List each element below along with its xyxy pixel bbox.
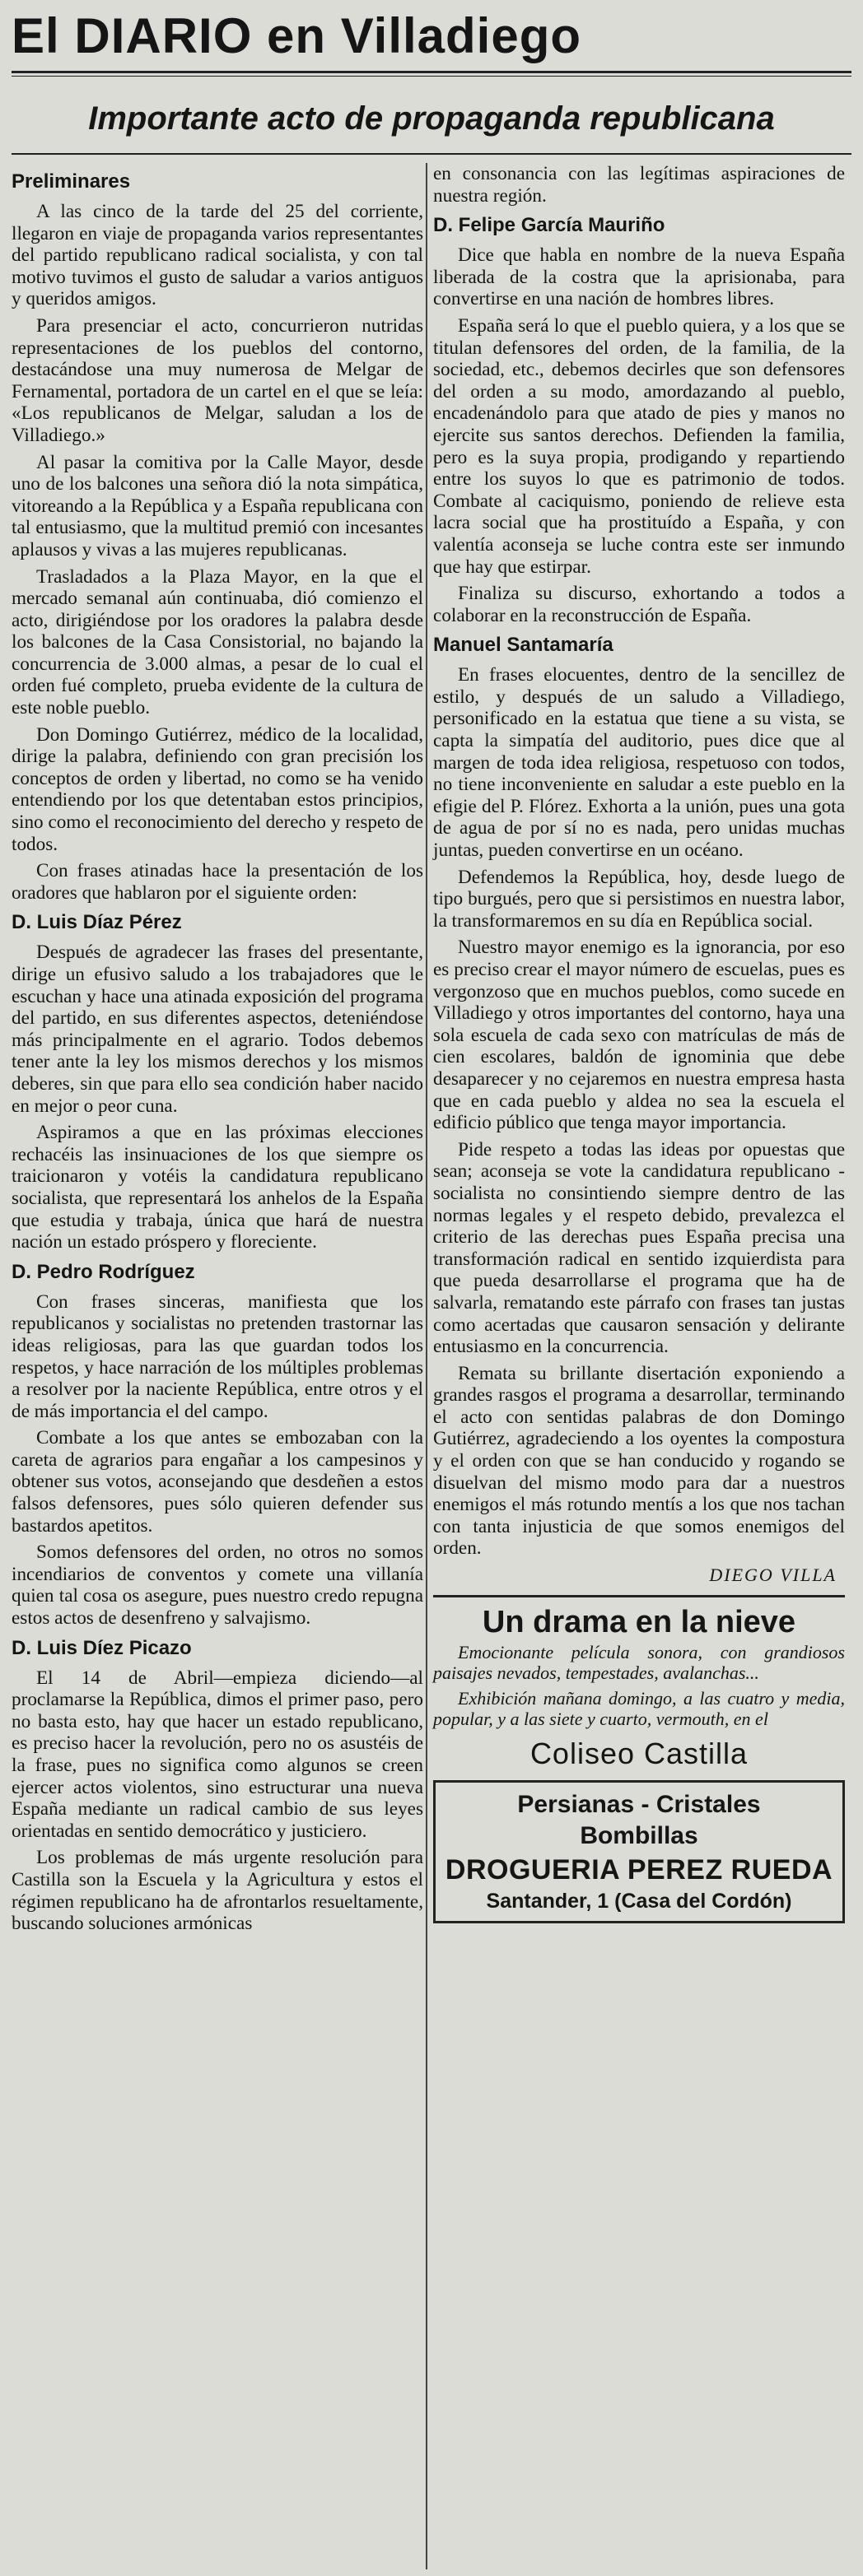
article-paragraph: Nuestro mayor enemigo es la ignorancia, por eso es preciso crear el mayor número de escuelas, pues es vergonzoso que en muchos pueblos, como sucede en Villadiego y otros importantes del contorno, haya una sola escuela de cada sexo con matrículas de más de cien escolares, baldón de ignominia que debe desaparecer y no cejaremos en nuestra empresa hasta que en cada pueblo y aldea no sea la escuela el edificio público que tenga mayor importancia. <box>433 937 845 1134</box>
article-paragraph: Finaliza su discurso, exhortando a todos a colaborar en la reconstrucción de España. <box>433 583 845 626</box>
column-divider <box>426 163 427 2569</box>
article-paragraph: España será lo que el pueblo quiera, y a los que se titulan defensores del orden, de la familia, de la sociedad, etc., debemos decirles que son defensores del orden a su modo, amordazando al pueblo, encadenándolo para que atado de pies y manos no ejercite sus santos derechos. Defienden la familia, pero es la suya propia, prodigando y repartiendo entre los suyos lo que es patrimonio de todos. Combate al caciquismo, poniendo de relieve esta lacra social que ha prostituído a España, y con valentía aconseja se luche contra este ser inmundo que hay que estirpar. <box>433 314 845 578</box>
masthead: El DIARIO en Villadiego <box>12 8 582 63</box>
speaker-heading: D. Felipe García Mauriño <box>433 214 665 237</box>
right-column-article <box>433 163 845 1587</box>
cinema-ad-text-2: Exhibición mañana domingo, a las cuatro y media, popular, y a las siete y cuarto, vermouth, en el <box>433 1687 845 1729</box>
speaker-heading: D. Pedro Rodríguez <box>12 1260 195 1283</box>
article-paragraph: En frases elocuentes, dentro de la sencillez de estilo, y después de un saludo a Villadiego, personificado en la estatua que tiene a su vista, se capta la simpatía del auditorio, pues dice que al margen de toda idea religiosa, respetuoso con todos, no tiene inconveniente en saludar a este pueblo en la efigie del P. Flórez. Exhorta a la unión, pues una gota de agua de por sí no es nada, pero unidas muchas juntas, pueden convertirse en un océano. <box>433 664 845 862</box>
cinema-ad-venue: Coliseo Castilla <box>529 1736 749 1770</box>
article-paragraph: Combate a los que antes se embozaban con la careta de agrarios para engañar a los campesinos y obtener sus votos, aconsejando que desdeñen a estos falsos defensores, pues sólo quieren defender sus bastardos apetitos. <box>12 1427 423 1537</box>
article-paragraph: Defendemos la República, hoy, desde luego de tipo burgués, pero que si persistimos en nuestra labor, la transformaremos en su día en República social. <box>433 866 845 932</box>
shop-ad-line-1: Persianas - Cristales <box>517 1790 761 1818</box>
masthead-rule <box>12 71 851 73</box>
article-paragraph: Los problemas de más urgente resolución para Castilla son la Escuela y la Agricultura y estos el régimen republicano ha de afrontarlos resueltamente, buscando soluciones armónicas <box>12 1847 423 1935</box>
speaker-heading: D. Luis Díez Picazo <box>12 1636 192 1659</box>
author-signature: DIEGO VILLA <box>709 1565 837 1586</box>
article-paragraph: Trasladados a la Plaza Mayor, en la que el mercado semanal aún continuaba, dió comienzo el acto, dirigiéndose por los oradores la palabra desde los balcones de la Casa Consistorial, no bajando la concurrencia de 3.000 almas, a pesar de lo cual el orden fué completo, prueba evidente de la cultura de este noble pueblo. <box>12 565 423 719</box>
article-paragraph: Para presenciar el acto, concurrieron nutridas representaciones de los pueblos del contorno, destacándose una muy numerosa de Melgar de Fernamental, portadora de un cartel en el que se leía: «Los republicanos de Melgar, saludan a los de Villadiego.» <box>12 314 423 446</box>
article-paragraph: Somos defensores del orden, no otros no somos incendiarios de conventos y comete una villanía quien tal cosa os asegure, pues nuestro credo repugna estos actos de desenfreno y salvajismo. <box>12 1541 423 1630</box>
shop-ad-line-2: Bombillas <box>580 1821 698 1849</box>
cinema-ad-text-1: Emocionante película sonora, con grandiosos paisajes nevados, tempestades, avalanchas... <box>433 1641 845 1683</box>
left-column <box>12 163 423 1940</box>
article-paragraph: en consonancia con las legítimas aspiraciones de nuestra región. <box>433 163 845 207</box>
speaker-heading: Preliminares <box>12 170 131 193</box>
cinema-advertisement <box>433 1595 845 1774</box>
headline-rule <box>12 153 851 155</box>
article-paragraph: Don Domingo Gutiérrez, médico de la localidad, dirige la palabra, definiendo con gran precisión los conceptos de orden y libertad, no como se ha venido entendiendo por los que detentaban estos principios, sino como el reconocimiento del derecho y respeto de todos. <box>12 723 423 855</box>
masthead-rule-thin <box>12 76 851 77</box>
shop-ad-name: DROGUERIA PEREZ RUEDA <box>445 1853 833 1886</box>
article-paragraph: Con frases sinceras, manifiesta que los republicanos y socialistas no pretenden trastornar las ideas religiosas, para las que guardan todos los respetos, y hace narración de los múltiples problemas a resolver por la naciente República, entre otros y el de más importancia el del campo. <box>12 1290 423 1422</box>
article-paragraph: Dice que habla en nombre de la nueva España liberada de la costra que la aprisionaba, para convertirse en una nación de hombres libres. <box>433 244 845 310</box>
right-column <box>433 163 845 1923</box>
cinema-ad-title: Un drama en la nieve <box>482 1604 796 1639</box>
speaker-heading: Manuel Santamaría <box>433 634 613 657</box>
article-paragraph: Al pasar la comitiva por la Calle Mayor, desde uno de los balcones una señora dió la nota simpática, vitoreando a la República y a España republicana con tal entusiasmo, que la multitud premió con incesantes aplausos y vivas a las mujeres republicanas. <box>12 451 423 560</box>
shop-advertisement <box>433 1780 845 1923</box>
article-paragraph: El 14 de Abril—empieza diciendo—al proclamarse la República, dimos el primer paso, pero no basta esto, hay que hacer un estado republicano, es preciso hacer la revolución, pero no os asustéis de la frase, pues no significa como algunos se creen ejercer actos violentos, sino estructurar una nueva España mediante un radical cambio de sus leyes orientadas en sentido democrático y justiciero. <box>12 1667 423 1842</box>
article-paragraph: Con frases atinadas hace la presentación de los oradores que hablaron por el siguiente orden: <box>12 860 423 904</box>
article-paragraph: Después de agradecer las frases del presentante, dirige un efusivo saludo a los trabajadores que le escuchan y hace una atinada exposición del programa del partido, en sus diferentes aspectos, deteniéndose más principalmente en el agrario. Todos debemos tener ante la ley los mismos derechos y los mismos deberes, sin que para ello sea condición haber nacido en mejor o peor cuna. <box>12 942 423 1117</box>
article-paragraph: Pide respeto a todas las ideas por opuestas que sean; aconseja se vote la candidatura republicano - socialista no consintiendo siempre dentro de las normas legales y el respeto debido, prevalezca el criterio de las derechas pues España precisa una transformación radical en sentido izquierdista para que pueda desarrollarse el programa que ha de salvarla, rematando este párrafo con frases tan justas como acertadas que causaron sensación y delirante entusiasmo en la concurrencia. <box>433 1138 845 1358</box>
article-paragraph: Remata su brillante disertación exponiendo a grandes rasgos el programa a desarrollar, terminando el acto con sentidas palabras de don Domingo Gutiérrez, agradeciendo a los oyentes la compostura y el orden con que se han conducido y rogando se disuelvan del mismo modo para dar a nuestros enemigos el más rotundo mentís a los que nos tachan con tanta injusticia de que somos enemigos del orden. <box>433 1362 845 1560</box>
shop-ad-address: Santander, 1 (Casa del Cordón) <box>486 1889 792 1913</box>
speaker-heading: D. Luis Díaz Pérez <box>12 911 182 934</box>
article-headline: Importante acto de propaganda republicana <box>88 100 775 137</box>
article-paragraph: Aspiramos a que en las próximas elecciones rechacéis las insinuaciones de los que siempre os traicionaron y votéis la candidatura republicano socialista, que representará los anhelos de la España que estudia y trabaja, única que hará de nuestra nación un estado próspero y floreciente. <box>12 1122 423 1253</box>
article-paragraph: A las cinco de la tarde del 25 del corriente, llegaron en viaje de propaganda varios representantes del partido republicano radical socialista, y con tal motivo tuvimos el gusto de saludar a varios antiguos y queridos amigos. <box>12 201 423 310</box>
